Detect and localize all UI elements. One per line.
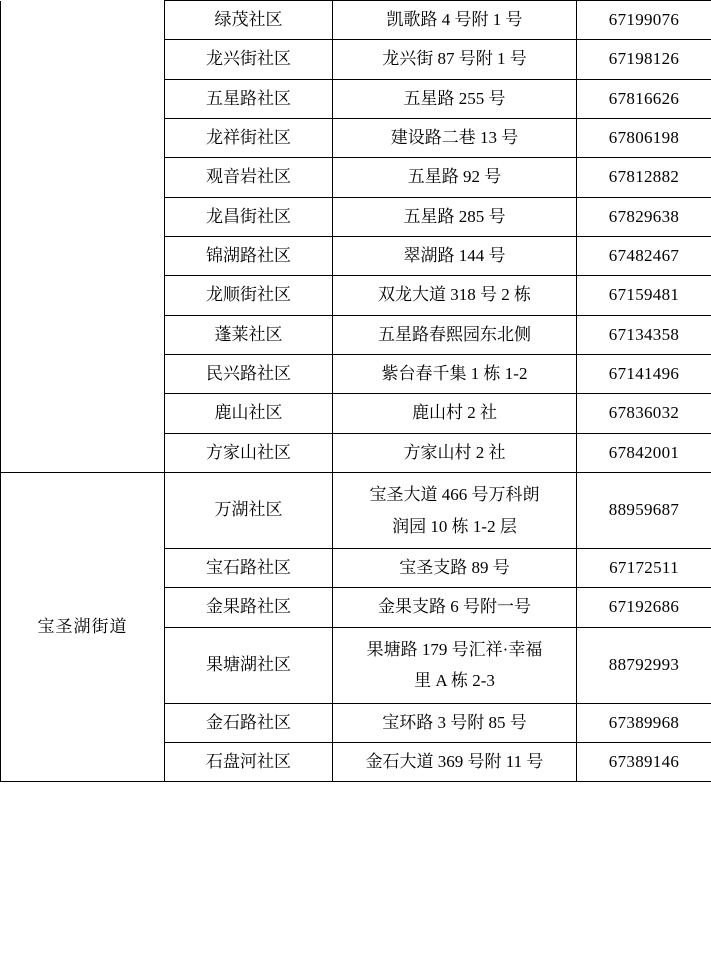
community-cell: 龙昌街社区 xyxy=(165,197,333,236)
address-line-2: 里 A 栋 2-3 xyxy=(414,671,495,691)
address-cell: 凯歌路 4 号附 1 号 xyxy=(333,1,577,40)
phone-cell: 88959687 xyxy=(577,473,711,549)
community-cell: 金石路社区 xyxy=(165,703,333,742)
phone-cell: 67836032 xyxy=(577,394,711,433)
phone-cell: 88792993 xyxy=(577,627,711,703)
address-cell: 建设路二巷 13 号 xyxy=(333,119,577,158)
table-row xyxy=(1,1,711,40)
community-cell: 果塘湖社区 xyxy=(165,627,333,703)
phone-cell: 67389146 xyxy=(577,742,711,781)
address-line-1: 宝圣大道 466 号万科朗 xyxy=(369,485,540,505)
address-cell: 龙兴街 87 号附 1 号 xyxy=(333,40,577,79)
community-cell: 方家山社区 xyxy=(165,433,333,472)
address-cell: 五星路春熙园东北侧 xyxy=(333,315,577,354)
table-row xyxy=(1,473,711,549)
phone-cell: 67389968 xyxy=(577,703,711,742)
community-cell: 锦湖路社区 xyxy=(165,237,333,276)
street-cell: 宝圣湖街道 xyxy=(1,473,165,782)
address-cell: 金果支路 6 号附一号 xyxy=(333,588,577,627)
address-cell: 紫台春千集 1 栋 1-2 xyxy=(333,355,577,394)
phone-cell: 67199076 xyxy=(577,1,711,40)
community-cell: 宝石路社区 xyxy=(165,549,333,588)
address-cell: 金石大道 369 号附 11 号 xyxy=(333,742,577,781)
address-cell: 双龙大道 318 号 2 栋 xyxy=(333,276,577,315)
phone-cell: 67829638 xyxy=(577,197,711,236)
community-cell: 万湖社区 xyxy=(165,473,333,549)
address-cell: 五星路 92 号 xyxy=(333,158,577,197)
community-cell: 民兴路社区 xyxy=(165,355,333,394)
phone-cell: 67172511 xyxy=(577,549,711,588)
address-cell: 五星路 255 号 xyxy=(333,79,577,118)
address-line-1: 果塘路 179 号汇祥·幸福 xyxy=(366,639,543,659)
phone-cell: 67159481 xyxy=(577,276,711,315)
phone-cell: 67198126 xyxy=(577,40,711,79)
address-cell: 翠湖路 144 号 xyxy=(333,237,577,276)
address-cell: 方家山村 2 社 xyxy=(333,433,577,472)
community-cell: 金果路社区 xyxy=(165,588,333,627)
community-cell: 蓬莱社区 xyxy=(165,315,333,354)
address-cell xyxy=(333,473,577,549)
address-cell: 五星路 285 号 xyxy=(333,197,577,236)
community-cell: 观音岩社区 xyxy=(165,158,333,197)
address-cell: 宝环路 3 号附 85 号 xyxy=(333,703,577,742)
address-cell: 鹿山村 2 社 xyxy=(333,394,577,433)
phone-cell: 67842001 xyxy=(577,433,711,472)
phone-cell: 67816626 xyxy=(577,79,711,118)
phone-cell: 67482467 xyxy=(577,237,711,276)
table-body xyxy=(1,1,711,782)
community-cell: 龙顺街社区 xyxy=(165,276,333,315)
phone-cell: 67806198 xyxy=(577,119,711,158)
community-cell: 龙祥街社区 xyxy=(165,119,333,158)
phone-cell: 67192686 xyxy=(577,588,711,627)
phone-cell: 67141496 xyxy=(577,355,711,394)
community-cell: 五星路社区 xyxy=(165,79,333,118)
address-cell xyxy=(333,627,577,703)
phone-cell: 67812882 xyxy=(577,158,711,197)
community-cell: 绿茂社区 xyxy=(165,1,333,40)
address-line-2: 润园 10 栋 1-2 层 xyxy=(392,516,517,536)
community-cell: 龙兴街社区 xyxy=(165,40,333,79)
community-cell: 石盘河社区 xyxy=(165,742,333,781)
community-cell: 鹿山社区 xyxy=(165,394,333,433)
street-cell-continued xyxy=(1,1,165,473)
phone-cell: 67134358 xyxy=(577,315,711,354)
address-cell: 宝圣支路 89 号 xyxy=(333,549,577,588)
